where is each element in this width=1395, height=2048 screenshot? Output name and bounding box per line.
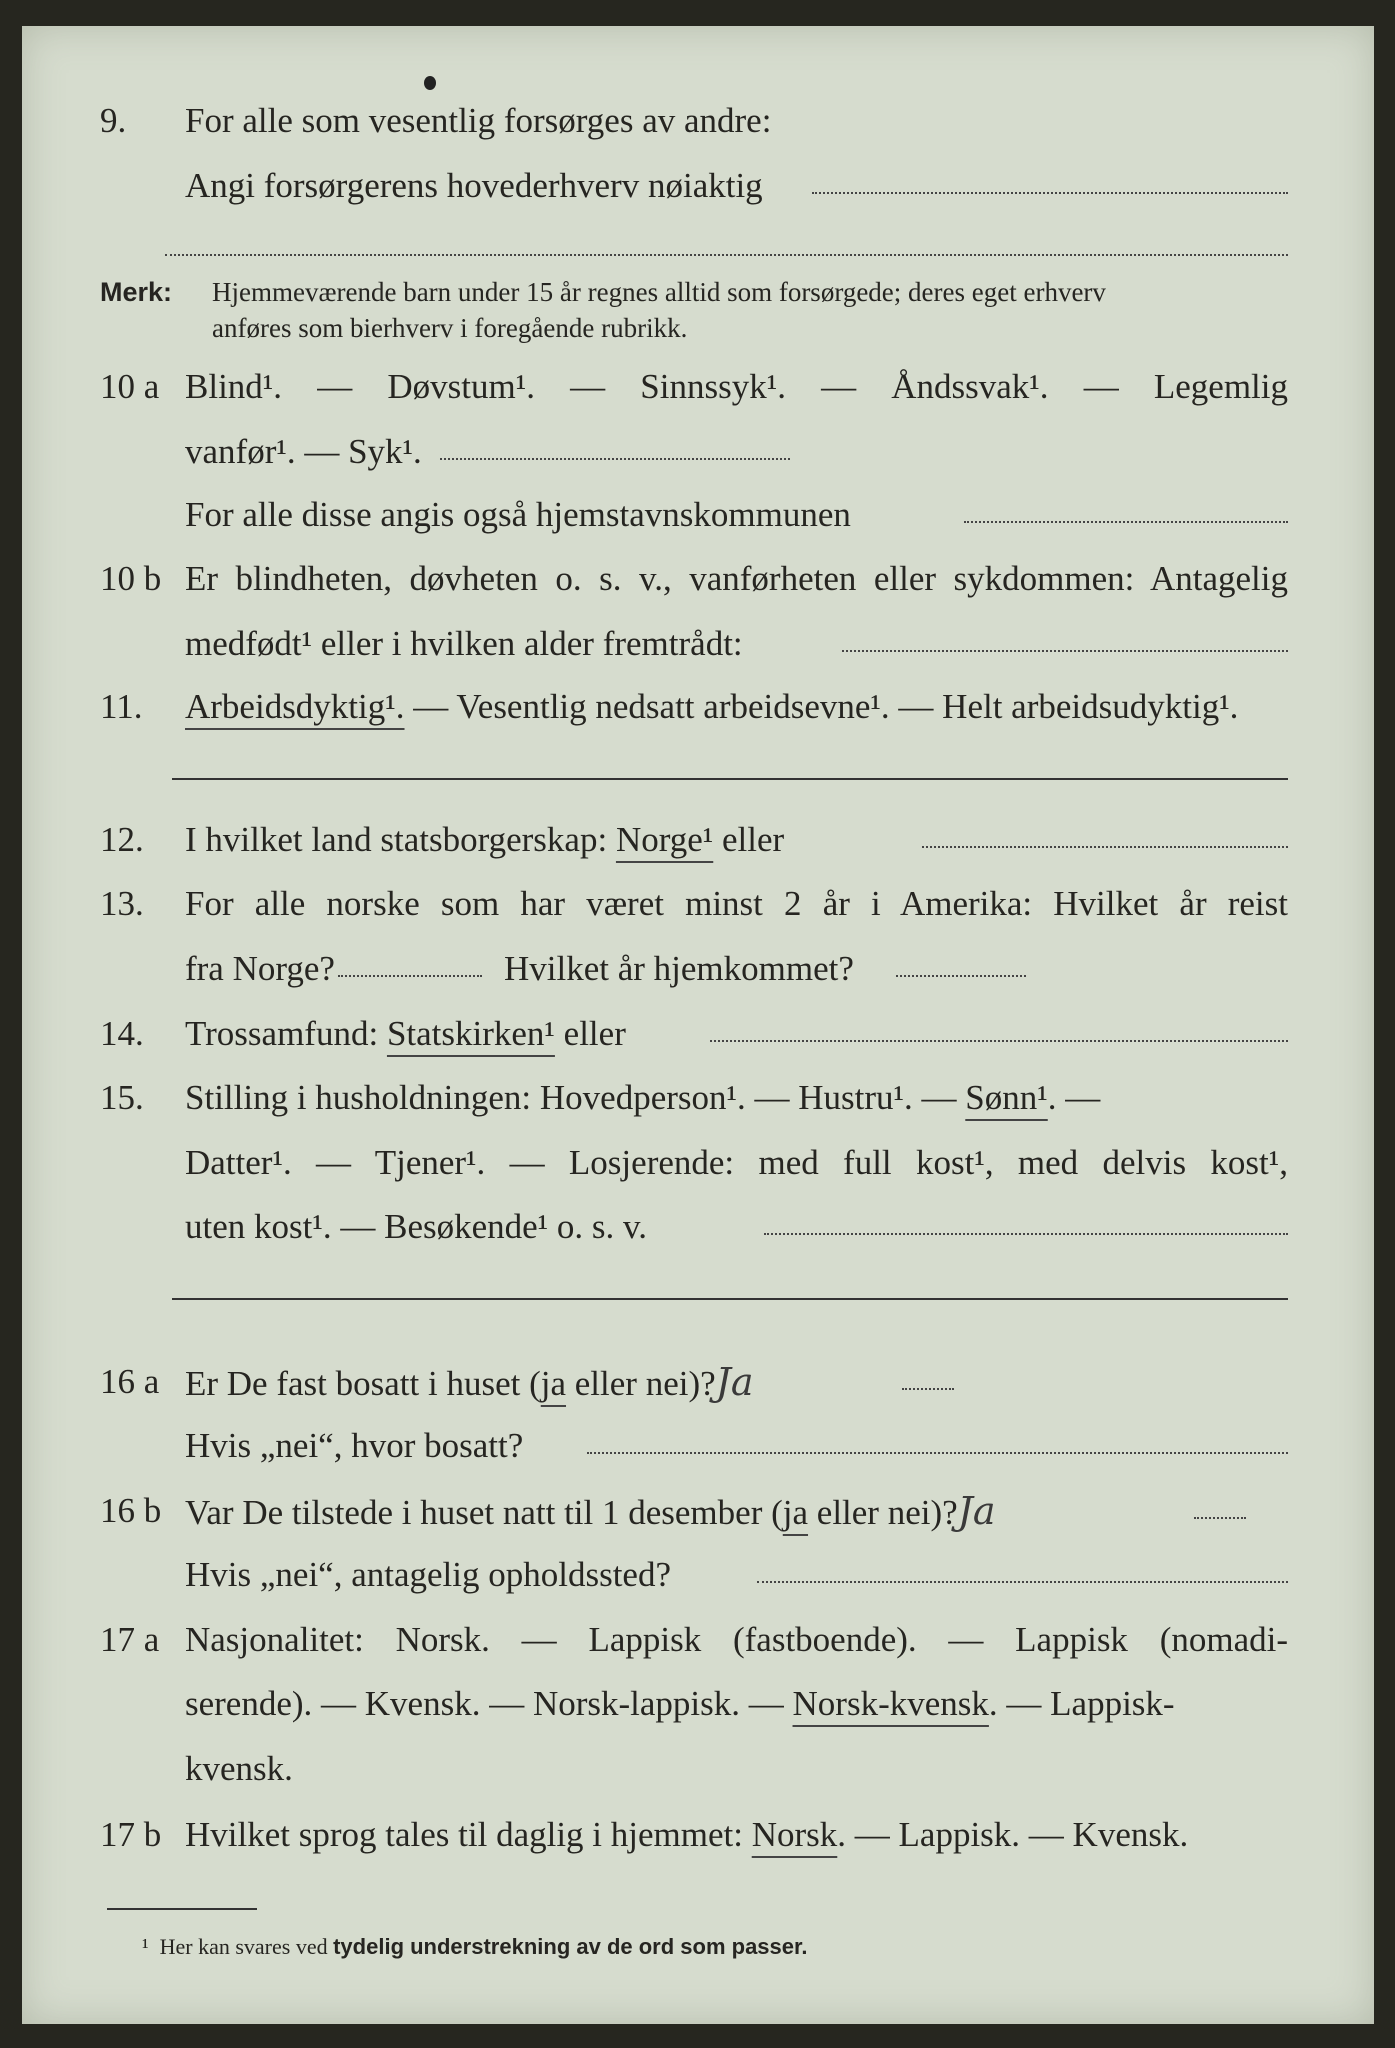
q17a-text-2: serende). — Kvensk. — Norsk-lappisk. — (185, 1684, 793, 1723)
q13-hjemkommet-field[interactable] (896, 975, 1026, 977)
q16b-handwritten-answer[interactable]: Ja (957, 1489, 996, 1533)
q16b-line1 (22, 1480, 1374, 1542)
q16b-line2 (22, 1544, 1374, 1606)
q13-reist-field[interactable] (338, 975, 482, 977)
q17a-line3 (22, 1738, 1374, 1800)
q16a-handwritten-answer[interactable]: Ja (715, 1360, 754, 1404)
merk-text-2: anføres som bierhverv i foregående rubrikk. (212, 313, 688, 343)
q13-hjemkommet-label: Hvilket år hjemkommet? (504, 949, 854, 988)
q12-line1 (22, 809, 1374, 871)
q16a-number: 16 a (100, 1362, 160, 1401)
q11-line1 (22, 676, 1374, 738)
q16b-text-2: eller nei)? (808, 1493, 958, 1532)
q10a-text-3: For alle disse angis også hjemstavnskommunen (185, 495, 851, 534)
q10a-number: 10 a (100, 367, 160, 406)
q9-answer-field-2[interactable] (165, 254, 1288, 256)
q17a-number: 17 a (100, 1620, 160, 1659)
q17a-text-4: kvensk. (185, 1749, 293, 1788)
q9-text: For alle som vesentlig forsørges av andre: (185, 101, 772, 140)
q10a-line2 (22, 421, 1374, 483)
q16b-opholdssted-field[interactable] (757, 1581, 1288, 1583)
q17b-text: Hvilket sprog tales til daglig i hjemmet: (185, 1815, 752, 1854)
census-form-page (22, 26, 1374, 2024)
q9-number: 9. (100, 101, 127, 140)
q11-answer-line[interactable] (172, 778, 1288, 780)
q16a-bosatt-field[interactable] (587, 1452, 1288, 1454)
q13-number: 13. (100, 884, 144, 923)
q9-answer-field[interactable] (812, 192, 1288, 194)
q16a-text: Er De fast bosatt i huset ( (185, 1364, 541, 1403)
q14-option-statskirken[interactable]: Statskirken¹ (386, 1014, 555, 1053)
q15-answer-field[interactable] (764, 1233, 1288, 1235)
q14-number: 14. (100, 1014, 144, 1053)
q16b-text-3: Hvis „nei“, antagelig opholdssted? (185, 1555, 671, 1594)
q12-option-norge[interactable]: Norge¹ (615, 820, 714, 859)
q10b-answer-field[interactable] (842, 650, 1288, 652)
q16b-text: Var De tilstede i huset natt til 1 desember ( (185, 1493, 783, 1532)
q11-number: 11. (100, 687, 143, 726)
q17b-option-norsk[interactable]: Norsk (751, 1815, 838, 1854)
q15-line2 (22, 1132, 1374, 1194)
q15-text-3: uten kost¹. — Besøkende¹ o. s. v. (185, 1207, 648, 1246)
q15-line3 (22, 1196, 1374, 1258)
q17b-number: 17 b (100, 1815, 162, 1854)
q15-dash: . — (1047, 1078, 1101, 1117)
q16b-number: 16 b (100, 1491, 162, 1530)
merk-label: Merk: (100, 277, 173, 307)
q10b-text-2: medfødt¹ eller i hvilken alder fremtrådt: (185, 624, 743, 663)
footnote-text-bold: tydelig understrekning av de ord som passer. (333, 1934, 808, 1959)
q16a-answer-field[interactable] (902, 1388, 954, 1390)
q17a-line2 (22, 1673, 1374, 1735)
q10a-line3 (22, 484, 1374, 546)
q17a-text-1: Nasjonalitet: Norsk. — Lappisk (fastboende). — Lappisk (nomadi- (185, 1620, 1288, 1659)
q9-line1 (22, 90, 1374, 152)
merk-line2 (22, 310, 1374, 350)
q16a-option-ja[interactable]: ja (540, 1364, 567, 1403)
q13-reist-label: fra Norge? (185, 949, 335, 988)
q17a-option-norsk-kvensk[interactable]: Norsk-kvensk (792, 1684, 989, 1723)
q12-eller: eller (713, 820, 785, 859)
q15-option-sonn[interactable]: Sønn¹ (965, 1078, 1048, 1117)
q10a-text-2: vanfør¹. — Syk¹. (185, 432, 422, 471)
q9-line2 (22, 155, 1374, 217)
q13-text-1: For alle norske som har været minst 2 år i Amerika: Hvilket år reist (185, 884, 1288, 923)
q10b-text-1: Er blindheten, døvheten o. s. v., vanførheten eller sykdommen: Antagelig (185, 559, 1288, 598)
q12-number: 12. (100, 820, 144, 859)
q16a-text-3: Hvis „nei“, hvor bosatt? (185, 1426, 524, 1465)
q17a-text-3: . — Lappisk- (988, 1684, 1175, 1723)
merk-text-1: Hjemmeværende barn under 15 år regnes alltid som forsørgede; deres eget erhverv (212, 277, 1106, 307)
q10a-hjemstavn-field[interactable] (964, 521, 1288, 523)
q16a-line1 (22, 1351, 1374, 1413)
merk-line1 (22, 274, 1374, 314)
q14-eller: eller (554, 1014, 626, 1053)
q10a-text-1: Blind¹. — Døvstum¹. — Sinnssyk¹. — Åndssvak¹. — Legemlig (185, 367, 1288, 406)
q14-text: Trossamfund: (185, 1014, 387, 1053)
q15-number: 15. (100, 1078, 144, 1117)
footnote-mark: ¹ (142, 1934, 149, 1959)
q14-answer-field[interactable] (710, 1040, 1288, 1042)
q17b-text-2: . — Lappisk. — Kvensk. (837, 1815, 1189, 1854)
q10b-number: 10 b (100, 559, 162, 598)
q16b-option-ja[interactable]: ja (782, 1493, 809, 1532)
q9-question: Angi forsørgerens hovederhverv nøiaktig (185, 166, 763, 205)
q10a-line1 (22, 356, 1374, 418)
q15-answer-line-2[interactable] (172, 1298, 1288, 1300)
q11-text: — Vesentlig nedsatt arbeidsevne¹. — Helt arbeidsudyktig¹. (404, 687, 1239, 726)
q11-option-arbeidsdyktig[interactable]: Arbeidsdyktig¹. (185, 687, 405, 726)
q10b-line1 (22, 548, 1374, 610)
q12-text: I hvilket land statsborgerskap: (185, 820, 616, 859)
q16a-text-2: eller nei)? (566, 1364, 716, 1403)
q17a-line1 (22, 1609, 1374, 1671)
footnote-rule (107, 1908, 257, 1910)
q15-text-1: Stilling i husholdningen: Hovedperson¹. — Hustru¹. — (185, 1078, 966, 1117)
q10a-answer-field[interactable] (440, 458, 790, 460)
footnote (142, 1932, 807, 1962)
ink-blot (424, 76, 436, 90)
q15-line1 (22, 1067, 1374, 1129)
q12-answer-field[interactable] (922, 846, 1288, 848)
q15-text-2: Datter¹. — Tjener¹. — Losjerende: med full kost¹, med delvis kost¹, (185, 1143, 1288, 1182)
q14-line1 (22, 1003, 1374, 1065)
q17b-line1 (22, 1804, 1374, 1866)
q10b-line2 (22, 613, 1374, 675)
q16a-line2 (22, 1415, 1374, 1477)
q13-line2 (22, 938, 1374, 1000)
footnote-text: Her kan svares ved (159, 1934, 334, 1959)
q13-line1 (22, 873, 1374, 935)
q16b-answer-field[interactable] (1194, 1517, 1246, 1519)
